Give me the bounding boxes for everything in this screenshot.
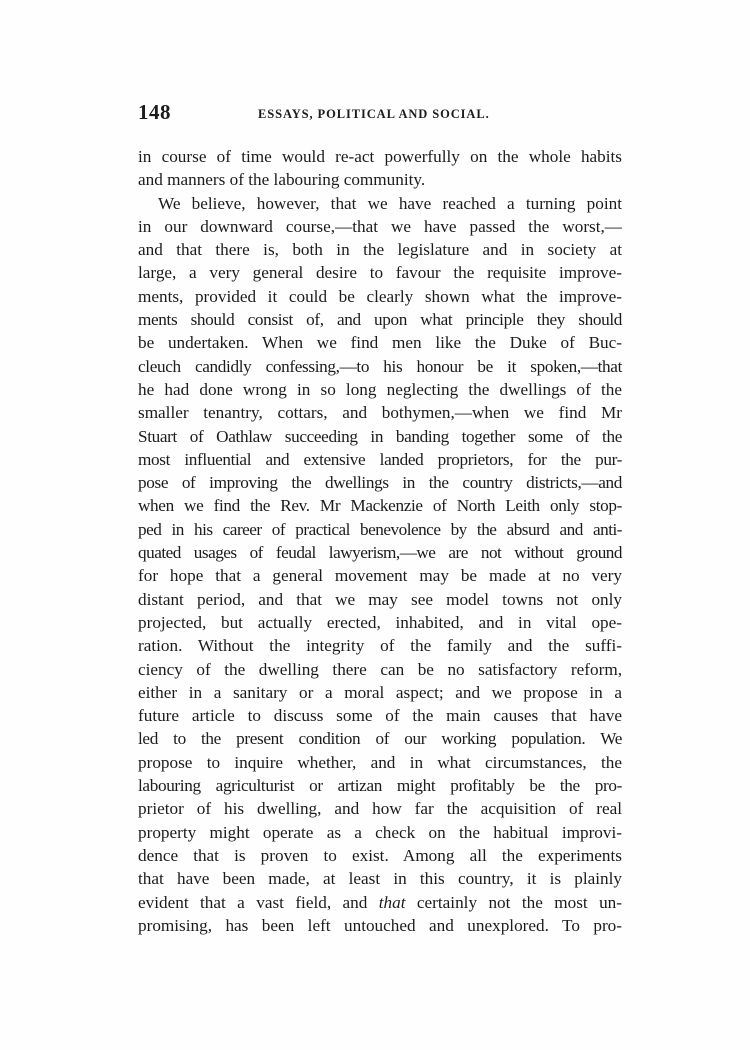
text-line: in our downward course,—that we have passed the worst,— [138, 216, 622, 236]
text-line: pose of improving the dwellings in the country districts,—and [138, 473, 622, 493]
text-line: distant period, and that we may see model towns not only [138, 589, 622, 609]
text-line: when we find the Rev. Mr Mackenzie of North Leith only stop- [138, 496, 622, 516]
text-line: that have been made, at least in this country, it is plainly [138, 869, 622, 889]
text-line: large, a very general desire to favour the requisite improve- [138, 263, 622, 283]
text-line: projected, but actually erected, inhabited, and in vital ope- [138, 612, 622, 632]
text-line: ped in his career of practical benevolence by the absurd and anti- [138, 519, 622, 539]
text-line: either in a sanitary or a moral aspect; and we propose in a [138, 682, 622, 702]
text-segment: evident that a vast field, and [138, 892, 379, 912]
text-line: propose to inquire whether, and in what circumstances, the [138, 752, 622, 772]
text-line: cleuch candidly confessing,—to his honour be it spoken,—that [138, 356, 622, 376]
text-line: be undertaken. When we find men like the Duke of Buc- [138, 333, 622, 353]
text-line: in course of time would re-act powerfully on the whole habits [138, 147, 622, 166]
text-line: most influential and extensive landed proprietors, for the pur- [138, 449, 622, 469]
text-line: and manners of the labouring community. [138, 170, 426, 190]
page-number: 148 [138, 100, 171, 124]
body-text [138, 145, 622, 937]
text-line: promising, has been left untouched and unexplored. To pro- [138, 915, 622, 935]
emphasis-text: that [378, 892, 406, 912]
text-line [138, 891, 622, 914]
text-line: quated usages of feudal lawyerism,—we are not without ground [138, 543, 622, 563]
text-line: ments should consist of, and upon what principle they should [138, 310, 622, 330]
text-line: Stuart of Oathlaw succeeding in banding together some of the [138, 426, 622, 446]
text-line: labouring agriculturist or artizan might profitably be the pro- [138, 776, 622, 796]
text-line: and that there is, both in the legislature and in society at [138, 240, 622, 260]
text-line: he had done wrong in so long neglecting the dwellings of the [138, 379, 622, 399]
text-line: We believe, however, that we have reached a turning point [158, 193, 622, 213]
text-line: future article to discuss some of the main causes that have [138, 706, 622, 726]
text-segment: certainly not the most un- [405, 892, 622, 912]
text-line: ration. Without the integrity of the family and the suffi- [138, 636, 622, 656]
running-title: ESSAYS, POLITICAL AND SOCIAL. [258, 107, 490, 121]
text-line: ciency of the dwelling there can be no satisfactory reform, [138, 659, 622, 679]
text-line: dence that is proven to exist. Among all the experiments [138, 845, 622, 865]
text-line: led to the present condition of our working population. We [138, 729, 622, 749]
text-line: prietor of his dwelling, and how far the acquisition of real [138, 799, 622, 819]
text-line: for hope that a general movement may be made at no very [138, 566, 622, 586]
text-line: ments, provided it could be clearly shown what the improve- [138, 286, 622, 306]
text-line: smaller tenantry, cottars, and bothymen,—when we find Mr [138, 403, 622, 423]
text-line: property might operate as a check on the habitual improvi- [138, 822, 622, 842]
page-header [138, 100, 620, 130]
